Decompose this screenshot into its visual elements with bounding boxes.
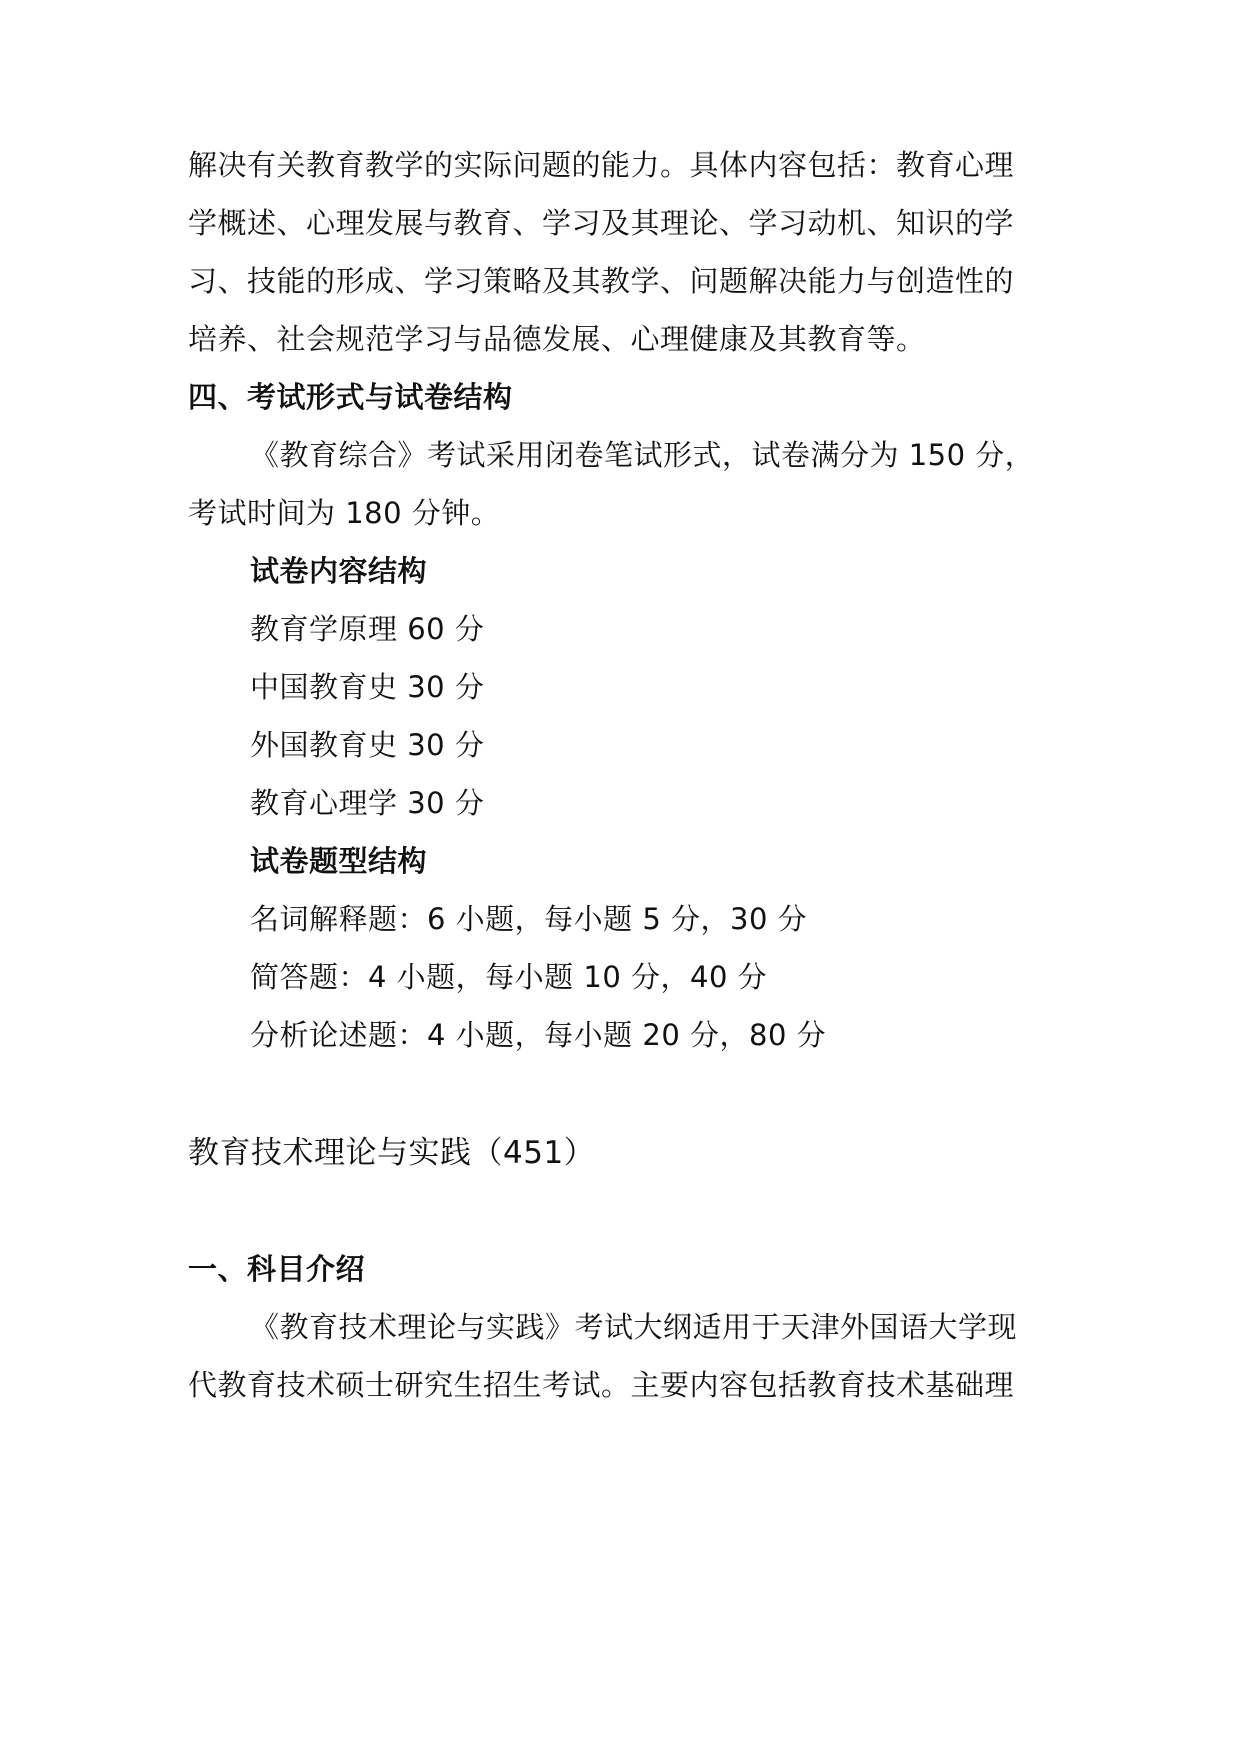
list-item: 教育学原理 60 分 (250, 612, 485, 646)
section-heading: 一、科目介绍 (188, 1252, 366, 1286)
paragraph-line: 解决有关教育教学的实际问题的能力。具体内容包括：教育心理 (188, 148, 1015, 182)
paragraph-line: 《教育综合》考试采用闭卷笔试形式，试卷满分为 150 分， (250, 438, 1035, 472)
paragraph-line: 学概述、心理发展与教育、学习及其理论、学习动机、知识的学 (188, 206, 1015, 240)
subheading: 试卷题型结构 (250, 844, 428, 878)
paragraph-line: 《教育技术理论与实践》考试大纲适用于天津外国语大学现 (250, 1310, 1018, 1344)
subheading: 试卷内容结构 (250, 554, 428, 588)
list-item: 分析论述题：4 小题，每小题 20 分，80 分 (250, 1018, 827, 1052)
paragraph-line: 培养、社会规范学习与品德发展、心理健康及其教育等。 (188, 322, 926, 356)
subject-title: 教育技术理论与实践（451） (188, 1135, 596, 1171)
paragraph-line: 习、技能的形成、学习策略及其教学、问题解决能力与创造性的 (188, 264, 1015, 298)
list-item: 简答题：4 小题，每小题 10 分，40 分 (250, 960, 768, 994)
list-item: 名词解释题：6 小题，每小题 5 分，30 分 (250, 902, 808, 936)
section-heading: 四、考试形式与试卷结构 (188, 380, 513, 414)
paragraph-line: 代教育技术硕士研究生招生考试。主要内容包括教育技术基础理 (188, 1368, 1015, 1402)
list-item: 外国教育史 30 分 (250, 728, 485, 762)
paragraph-line: 考试时间为 180 分钟。 (188, 496, 501, 530)
list-item: 中国教育史 30 分 (250, 670, 485, 704)
list-item: 教育心理学 30 分 (250, 786, 485, 820)
